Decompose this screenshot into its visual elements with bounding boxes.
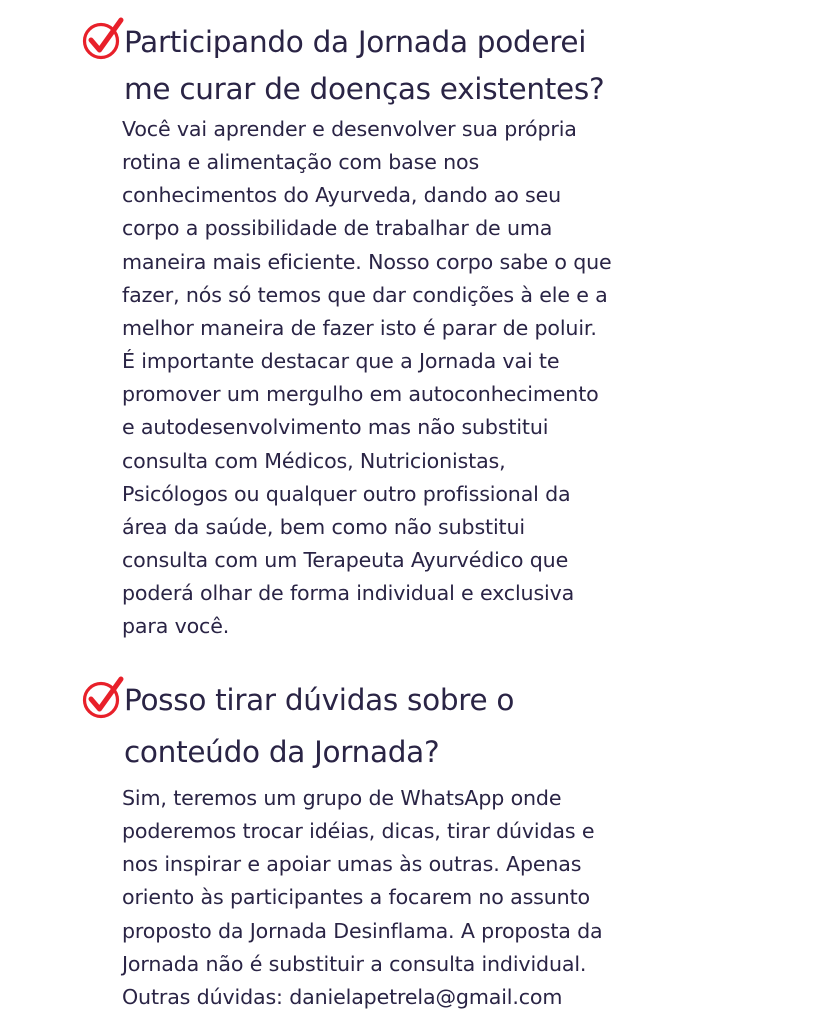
answer-line: rotina e alimentação com base nos (122, 150, 480, 175)
faq-question-2 (124, 674, 764, 778)
question-line: Posso tirar dúvidas sobre o (124, 683, 515, 717)
answer-line: É importante destacar que a Jornada vai te (122, 349, 560, 374)
faq-answer-1 (122, 113, 722, 644)
answer-line: fazer, nós só temos que dar condições à ele e a (122, 282, 608, 307)
answer-line: consulta com Médicos, Nutricionistas, (122, 448, 506, 473)
check-circle-icon (80, 16, 126, 62)
question-line: conteúdo da Jornada? (124, 735, 440, 769)
question-line: Participando da Jornada poderei (124, 25, 587, 59)
answer-line: nos inspirar e apoiar umas às outras. Apenas (122, 852, 582, 877)
answer-line: poderá olhar de forma individual e exclusiva (122, 581, 575, 606)
answer-line: e autodesenvolvimento mas não substitui (122, 415, 549, 440)
faq-answer-2 (122, 782, 722, 1014)
answer-line: corpo a possibilidade de trabalhar de uma (122, 216, 553, 241)
check-circle-icon (80, 675, 126, 721)
answer-line: oriento às participantes a focarem no assunto (122, 885, 590, 910)
answer-line: promover um mergulho em autoconhecimento (122, 382, 599, 407)
answer-line: área da saúde, bem como não substitui (122, 514, 525, 539)
email-link[interactable]: Outras dúvidas: danielapetrela@gmail.com (122, 984, 563, 1009)
question-line: me curar de doenças existentes? (124, 72, 605, 106)
answer-line: Jornada não é substituir a consulta individual. (122, 951, 587, 976)
answer-line: Sim, teremos um grupo de WhatsApp onde (122, 786, 562, 810)
answer-line: proposto da Jornada Desinflama. A proposta da (122, 918, 603, 943)
answer-line: para você. (122, 614, 230, 639)
answer-line: Psicólogos ou qualquer outro profissional da (122, 481, 571, 506)
answer-line: maneira mais eficiente. Nosso corpo sabe o que (122, 249, 612, 274)
faq-question-1 (124, 19, 764, 113)
answer-line: conhecimentos do Ayurveda, dando ao seu (122, 183, 562, 208)
answer-line: poderemos trocar idéias, dicas, tirar dúvidas e (122, 819, 595, 844)
answer-line: Você vai aprender e desenvolver sua própria (122, 117, 577, 141)
answer-line: melhor maneira de fazer isto é parar de poluir. (122, 315, 597, 340)
answer-line: consulta com um Terapeuta Ayurvédico que (122, 548, 569, 573)
